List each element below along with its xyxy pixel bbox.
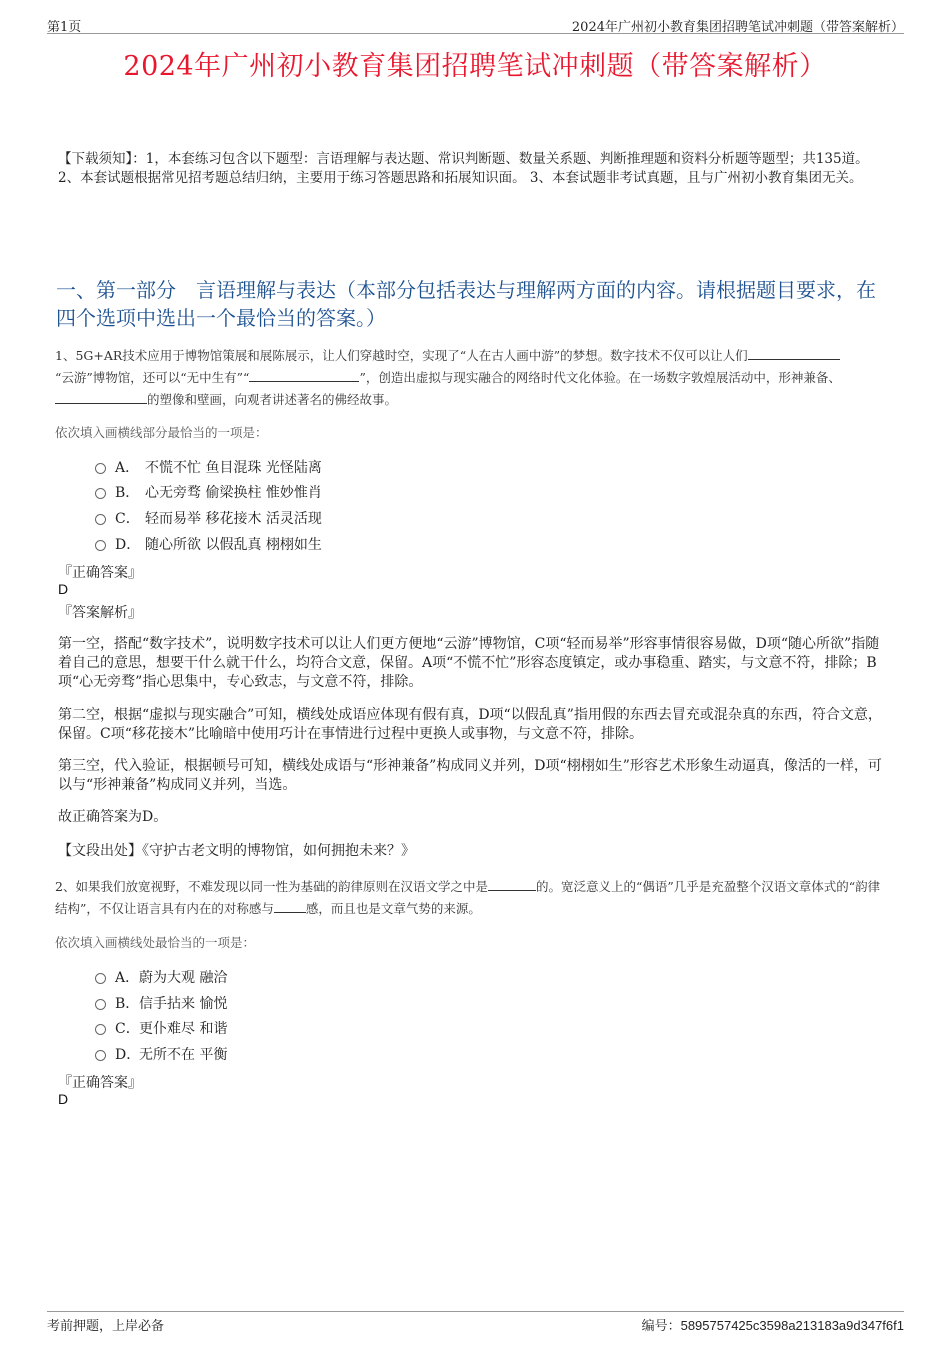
radio-icon[interactable] [95, 540, 106, 551]
q1-blank-3 [55, 391, 147, 404]
q2-text-3: 感，而且也是文章气势的来源。 [305, 901, 481, 916]
option-key: B． [115, 485, 140, 501]
q1-blank-1 [748, 347, 840, 360]
q2-instruction: 依次填入画横线处最恰当的一项是： [55, 935, 256, 950]
option-text: 无所不在 平衡 [139, 1047, 228, 1063]
q2-text-2: 的。宽泛意义上的“偶语”几乎是充盈整个汉语文章体式的“韵律结构”，不仅让语言具有内在的对称感与 [55, 879, 881, 916]
option-key: A． [115, 460, 140, 476]
q1-text-2: “云游”博物馆，还可以“无中生有”“ [55, 370, 250, 385]
q2-answer-label: 『正确答案』 [58, 1075, 142, 1091]
option-key: B． [115, 996, 140, 1012]
radio-icon[interactable] [95, 488, 106, 499]
footer-slogan: 考前押题，上岸必备 [47, 1319, 165, 1334]
option-key: C． [115, 511, 140, 527]
q1-text-3: ”，创造出虚拟与现实融合的网络时代文化体验。在一场数字敦煌展活动中，形神兼备、 [359, 370, 841, 385]
section-heading: 一、第一部分 言语理解与表达（本部分包括表达与理解两方面的内容。请根据题目要求，在四个选项中选出一个最恰当的答案。） [56, 278, 876, 330]
q1-answer: D [58, 581, 69, 597]
q1-analysis-para-4: 故正确答案为D。 [58, 809, 168, 825]
option-key: A． [115, 970, 140, 986]
q1-option-a[interactable] [95, 457, 322, 477]
q2-answer: D [58, 1091, 69, 1107]
q1-text-4: 的塑像和壁画，向观者讲述著名的佛经故事。 [147, 392, 398, 407]
download-notice: 【下载须知】：1，本套练习包含以下题型：言语理解与表达题、常识判断题、数量关系题、判断推理题和资料分析题等题型；共135道。 2、本套试题根据常见招考题总结归纳，主要用于练习答题思路和拓展知识面。 3、本套试题非考试真题，且与广州初小教育集团无关。 [58, 151, 869, 186]
q1-instruction: 依次填入画横线部分最恰当的一项是： [55, 425, 268, 440]
footer-divider [47, 1311, 904, 1312]
q1-text-1: 1、5G+AR技术应用于博物馆策展和展陈展示，让人们穿越时空，实现了“人在古人画中游”的梦想。数字技术不仅可以让人们 [55, 348, 748, 363]
q1-option-c[interactable] [95, 508, 322, 528]
option-text: 心无旁骛 偷梁换柱 惟妙惟肖 [145, 485, 322, 501]
q1-analysis-para-2: 第二空，根据“虚拟与现实融合”可知，横线处成语应体现有假有真，D项“以假乱真”指用假的东西去冒充或混杂真的东西，符合文意，保留。C项“移花接木”比喻暗中使用巧计在事情进行过程中更换人或事物，与文意不符，排除。 [58, 707, 882, 742]
header-divider [47, 33, 904, 34]
option-text: 轻而易举 移花接木 活灵活现 [145, 511, 322, 527]
q1-analysis-label: 『答案解析』 [58, 605, 142, 621]
radio-icon[interactable] [95, 1050, 106, 1061]
option-text: 蔚为大观 融洽 [139, 970, 228, 986]
q1-answer-label: 『正确答案』 [58, 565, 142, 581]
radio-icon[interactable] [95, 1024, 106, 1035]
option-key: D． [115, 537, 141, 553]
document-code [642, 1315, 904, 1334]
q2-option-c[interactable] [95, 1018, 227, 1038]
q2-blank-2 [274, 900, 306, 913]
option-text: 不慌不忙 鱼目混珠 光怪陆离 [145, 460, 322, 476]
option-key: D． [115, 1047, 141, 1063]
q1-option-d[interactable] [95, 534, 322, 554]
option-text: 随心所欲 以假乱真 栩栩如生 [145, 537, 322, 553]
q1-source: 【文段出处】《守护古老文明的博物馆，如何拥抱未来？》 [58, 843, 415, 859]
radio-icon[interactable] [95, 999, 106, 1010]
q1-option-b[interactable] [95, 482, 322, 502]
q1-blank-2 [249, 369, 359, 382]
running-header-title: 2024年广州初小教育集团招聘笔试冲刺题（带答案解析） [571, 20, 904, 35]
option-key: C． [115, 1021, 140, 1037]
radio-icon[interactable] [95, 514, 106, 525]
q2-text-1: 2、如果我们放宽视野，不难发现以同一性为基础的韵律原则在汉语文学之中是 [55, 879, 488, 894]
option-text: 信手拈来 愉悦 [139, 996, 228, 1012]
question-2-stem [55, 876, 885, 920]
page-number: 第1页 [47, 20, 82, 35]
q2-option-d[interactable] [95, 1044, 227, 1064]
q1-analysis-para-1: 第一空，搭配“数字技术”，说明数字技术可以让人们更方便地“云游”博物馆，C项“轻而易举”形容事情很容易做，D项“随心所欲”指随着自己的意思，想要干什么就干什么，均符合文意，保留。A项“不慌不忙”形容态度镇定，或办事稳重、踏实，与文意不符，排除；B项“心无旁骛”指心思集中，专心致志，与文意不符，排除。 [58, 636, 880, 690]
option-text: 更仆难尽 和谐 [139, 1021, 228, 1037]
radio-icon[interactable] [95, 973, 106, 984]
q2-option-b[interactable] [95, 993, 227, 1013]
code-label: 编号： [641, 1319, 681, 1334]
q2-blank-1 [488, 878, 536, 891]
q1-analysis-para-3: 第三空，代入验证，根据顿号可知，横线处成语与“形神兼备”构成同义并列，D项“栩栩如生”形容艺术形象生动逼真，像活的一样，可以与“形神兼备”构成同义并列，当选。 [58, 758, 882, 793]
code-value: 5895757425c3598a213183a9d347f6f1 [680, 1318, 904, 1333]
document-title: 2024年广州初小教育集团招聘笔试冲刺题（带答案解析） [123, 51, 827, 82]
radio-icon[interactable] [95, 463, 106, 474]
q2-option-a[interactable] [95, 967, 227, 987]
question-1-stem [55, 345, 885, 411]
